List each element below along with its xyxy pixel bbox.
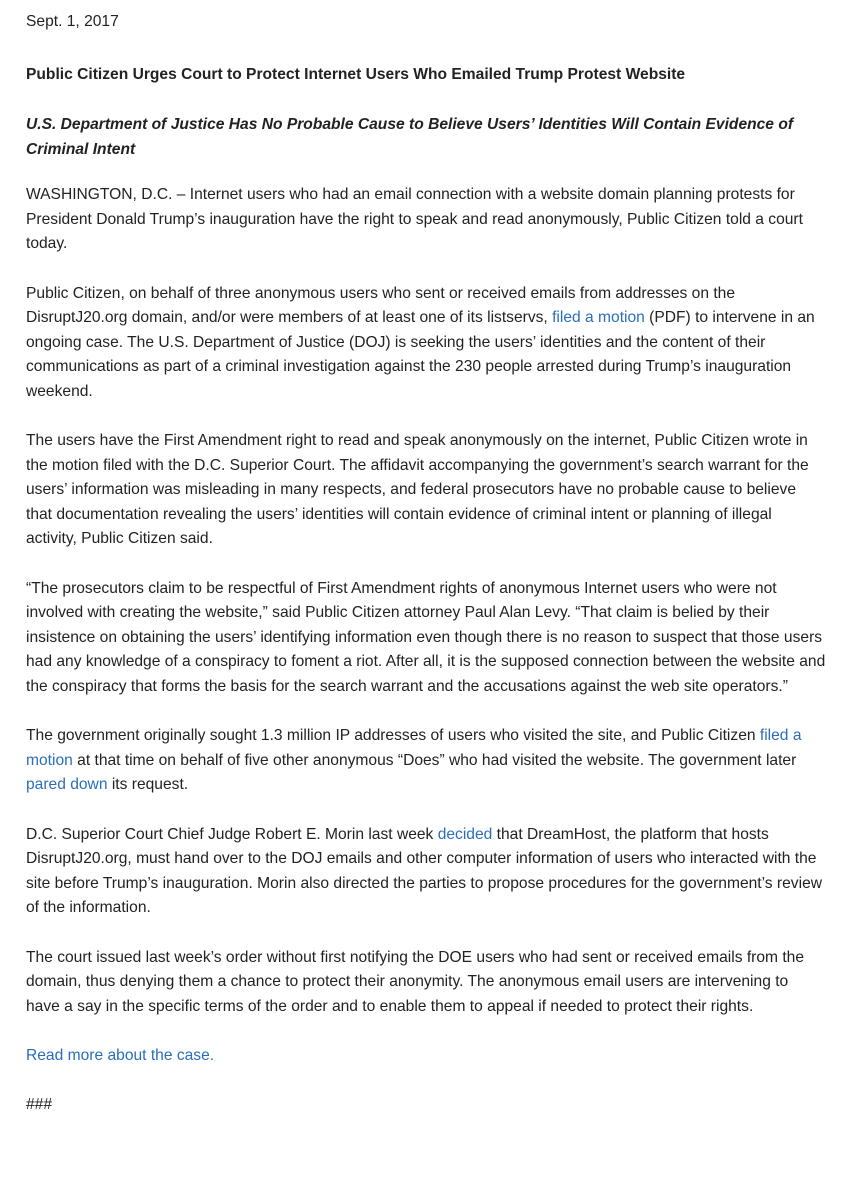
- paragraph-7: The court issued last week’s order without first notifying the DOE users who had sent or received emails from the domain, thus denying them a chance to protect their anonymity. The anonymous email users are intervening to have a say in the specific terms of the order and to enable them to appeal if needed to protect their rights.: [26, 948, 805, 1015]
- paragraph-6: [26, 823, 826, 921]
- paragraph-4-quote: “The prosecutors claim to be respectful of First Amendment rights of anonymous Internet users who were not involved with creating the website,” said Public Citizen attorney Paul Alan Levy. “That claim is belied by their insistence on obtaining the users’ identifying information even though there is no reason to suspect that those users had any knowledge of a conspiracy to foment a riot. After all, it is the supposed connection between the website and the conspiracy that forms the basis for the search warrant and the accusations against the web site operators.”: [26, 579, 826, 695]
- subheadline: U.S. Department of Justice Has No Probable Cause to Believe Users’ Identities Will Contain Evidence of Criminal Intent: [26, 116, 794, 158]
- paragraph-5-text-2: at that time on behalf of five other anonymous “Does” who had visited the website. The government later: [72, 751, 797, 769]
- end-mark: ###: [26, 1095, 53, 1113]
- paragraph-6-text-before: D.C. Superior Court Chief Judge Robert E. Morin last week: [26, 825, 438, 843]
- press-release: [26, 10, 826, 1117]
- release-date: Sept. 1, 2017: [26, 13, 119, 30]
- headline: Public Citizen Urges Court to Protect Internet Users Who Emailed Trump Protest Website: [26, 65, 686, 83]
- paragraph-3: The users have the First Amendment right to read and speak anonymously on the internet, Public Citizen wrote in the motion filed with the D.C. Superior Court. The affidavit accompanying the government’s search warrant for the users’ information was misleading in many respects, and federal prosecutors have no probable cause to believe that documentation revealing the users’ identities will contain evidence of criminal intent or planning of illegal activity, Public Citizen said.: [26, 432, 809, 547]
- read-more-container: [26, 1044, 826, 1069]
- paragraph-2: [26, 282, 826, 405]
- filed-motion-link[interactable]: filed a motion: [552, 309, 645, 326]
- paragraph-5: [26, 724, 826, 798]
- paragraph-2-text-before: Public Citizen, on behalf of three anonymous users who sent or received emails from addresses on the DisruptJ20.org domain, and/or were members of at least one of its listservs,: [26, 284, 736, 326]
- pared-down-link[interactable]: pared down: [26, 776, 108, 793]
- earlier-motion-link[interactable]: filed a motion: [26, 727, 802, 769]
- read-more-link[interactable]: Read more about the case.: [26, 1047, 215, 1064]
- paragraph-5-text-1: The government originally sought 1.3 million IP addresses of users who visited the site, and Public Citizen: [26, 727, 760, 744]
- paragraph-2-text-after: (PDF) to intervene in an ongoing case. The U.S. Department of Justice (DOJ) is seeking the users’ identities and the content of their communications as part of a criminal investigation against the 230 people arrested during Trump’s inauguration weekend.: [26, 309, 815, 400]
- paragraph-5-text-3: its request.: [107, 776, 189, 793]
- decided-link[interactable]: decided: [437, 825, 493, 843]
- paragraph-6-text-after: that DreamHost, the platform that hosts DisruptJ20.org, must hand over to the DOJ emails and other computer information of users who interacted with the site before Trump’s inauguration. Morin also directed the parties to propose procedures for the government’s review of the information.: [26, 825, 822, 916]
- paragraph-1: WASHINGTON, D.C. – Internet users who had an email connection with a website domain planning protests for President Donald Trump’s inauguration have the right to speak and read anonymously, Public Citizen told a court today.: [26, 186, 803, 252]
